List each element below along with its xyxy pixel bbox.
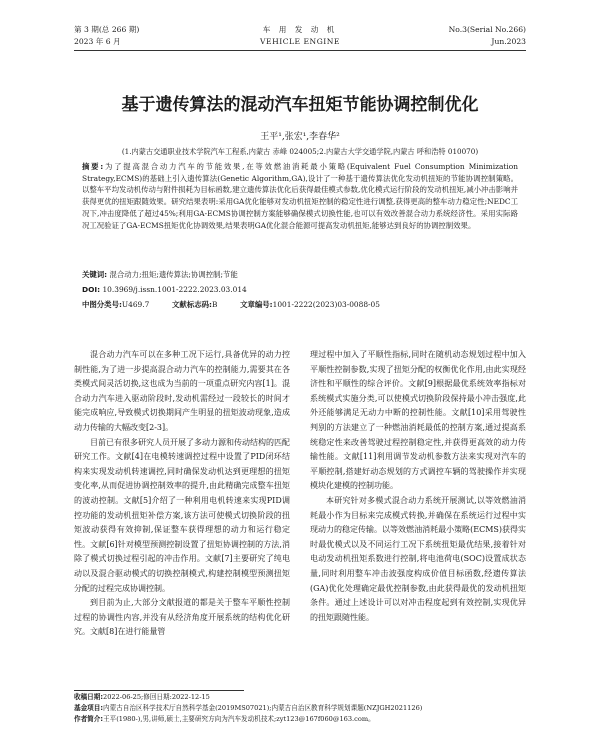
doc-code-value: B <box>211 300 218 309</box>
body-column-right <box>310 348 526 625</box>
serial-date: Jun.2023 <box>491 37 526 46</box>
doc-code-label: 文献标志码: <box>172 300 212 309</box>
clc-value: U469.7 <box>121 300 150 309</box>
abstract-label: 摘要: <box>82 162 104 171</box>
keywords-text: 混合动力;扭矩;遗传算法;协调控制;节能 <box>109 270 238 279</box>
journal-name-en: VEHICLE ENGINE <box>260 37 340 46</box>
body-paragraph: 到目前为止,大部分文献报道的都是关于整车平顺性控制过程的协调性内容,并没有从经济角度开展系统的结构优化研究。文献[8]在进行能量管 <box>74 598 290 637</box>
footnote-label: 作者简介: <box>74 715 104 723</box>
body-paragraph: 本研究针对多模式混合动力系统开展测试,以等效燃油消耗最小作为目标来完成模式转换,并确保在系统运行过程中实现动力的稳定传输。以等效燃油消耗最小策略(ECMS)获得实时最优模式以及不同运行工况下系统扭矩最优结果,接着针对电动发动机扭矩系数进行控制,将电池荷电(SOC)设置成状态量,同时利用整车冲击波强度构成价值目标函数,经遗传算法(GA)优化处理确定最优控制参数,由此获得最优的发动机扭矩条件。通过上述设计可以对冲击程度起到有效控制,实现优异的扭矩跟随性能。 <box>310 495 526 622</box>
abstract <box>82 161 518 231</box>
issue-number: 第 3 期(总 266 期) <box>74 25 140 34</box>
footnote-rule <box>74 690 244 691</box>
serial-number: No.3(Serial No.266) <box>448 25 526 34</box>
footnote-label: 基金项目: <box>74 704 104 712</box>
clc-label: 中图分类号: <box>82 300 122 309</box>
doi-value: 10.3969/j.issn.1001-2222.2023.03.014 <box>102 285 247 294</box>
article-number-value: 1001-2222(2023)03-0088-05 <box>272 300 380 309</box>
paper-title: 基于遗传算法的混动汽车扭矩节能协调控制优化 <box>121 95 479 115</box>
abstract-text: 为了提高混合动力汽车的节能效果,在等效燃油消耗最小策略(Equivalent Fuel Consumption Minimization Strategy,ECMS)的基础上引入遗传算法(Genetic Algorithm,GA),设计了一种基于遗传算法优化发动机扭矩的节能协调控制策略。以整车平均发动机传动与附件损耗为目标函数,建立遗传算法优化后获得最佳模式参数,优化模式运行阶段的发动机扭矩,减小冲击影响并获得更优的扭矩跟随效果。研究结果表明:采用GA优化能够对发动机扭矩控制的稳定性进行调整,获得更高的整车动力稳定性;NEDC工况下,冲击度降低了超过45%;利用GA-ECMS协调控制方案能够确保模式切换性能,也可以有效改善混合动力系统经济性。采用实际路况工况验证了GA-ECMS扭矩优化协调效果,结果表明GA优化混合能源可提高发动机扭矩,能够达到良好的协调控制效果。 <box>82 162 518 230</box>
author-affiliation: (1.内蒙古交通职业技术学院汽车工程系,内蒙古 赤峰 024005;2.内蒙古大学交通学院,内蒙古 呼和浩特 010070) <box>121 147 479 156</box>
body-paragraph: 混合动力汽车可以在多种工况下运行,具备优异的动力控制性能,为了进一步提高混合动力汽车的控制能力,需要其在各类模式间灵活切换,这也成为当前的一项重点研究内容[1]。混合动力汽车进入驱动阶段时,发动机需经过一段较长的时间才能完成响应,导致模式切换期间产生明显的扭矩波动现象,造成动力传输的大幅改变[2-3]。 <box>74 350 290 432</box>
issue-date: 2023 年 6 月 <box>74 37 121 46</box>
footnote-funding <box>74 703 526 714</box>
footnote-author-bio <box>74 714 526 725</box>
article-number-label: 文章编号: <box>240 300 273 309</box>
body-text <box>74 348 526 683</box>
doi-line <box>82 284 518 296</box>
body-paragraph: 目前已有很多研究人员开展了多动力源和传动结构的匹配研究工作。文献[4]在电模转速调控过程中设置了PID闭环结构来实现发动机转速调控,同时确保发动机达到更理想的扭矩变化率,从而促进协调控制效率的提升,由此精确完成整车扭矩的波动控制。文献[5]介绍了一种利用电机转速来实现PID调控功能的发动机扭矩补偿方案,该方法可使模式切换阶段的扭矩波动获得有效抑制,保证整车获得理想的动力和运行稳定性。文献[6]针对模型预测控制设置了扭矩协调控制的方法,消除了模式切换过程引起的冲击作用。文献[7]主要研究了纯电动以及混合驱动模式的切换控制模式,构建控制模型预测扭矩分配的过程完成协调控制。 <box>74 437 290 593</box>
footnote-text: 2022-06-25;修回日期:2022-12-15 <box>103 693 210 701</box>
journal-name-cn: 车 用 发 动 机 <box>262 25 338 34</box>
footnote-text: 内蒙古自治区科学技术厅自然科学基金(2019MS07021);内蒙古自治区教育科学规划课题(NZJGH2021126) <box>103 704 423 712</box>
paper-authors: 王平¹,张宏¹,李春华² <box>260 132 340 142</box>
classification-line <box>82 299 518 311</box>
keywords <box>82 269 518 281</box>
running-header <box>74 24 526 48</box>
footnotes <box>74 692 526 725</box>
body-paragraph: 理过程中加入了平顺性指标,同时在随机动态规划过程中加入平顺性控制参数,实现了扭矩分配的权衡优化作用,由此实现经济性和平顺性的综合评价。文献[9]根据最优系统效率指标对系统模式实施分类,可以使模式切换阶段保持最小冲击强度,此外还能够满足无动力中断的控制性能。文献[10]采用驾驶性判别的方法建立了一种燃油消耗最低的控制方案,通过提高系统稳定性来改善驾驶过程控制稳定性,并获得更高效的动力传输性能。文献[11]利用调节发动机参数方法来实现对汽车的平顺控制,搭建好动态规划的方式调控车辆的驾驶操作并实现模块化建模的控制功能。 <box>310 350 526 491</box>
keywords-label: 关键词: <box>82 270 108 279</box>
footnote-label: 收稿日期: <box>74 693 104 701</box>
doi-label: DOI: <box>82 285 101 294</box>
serial-info <box>449 24 526 48</box>
footnote-text: 王平(1980-),男,讲师,硕士,主要研究方向为汽车发动机技术;zyt123@167f060@163.com。 <box>103 715 375 723</box>
footnote-received <box>74 692 526 703</box>
header-rule <box>74 50 526 51</box>
body-column-left <box>74 348 290 640</box>
